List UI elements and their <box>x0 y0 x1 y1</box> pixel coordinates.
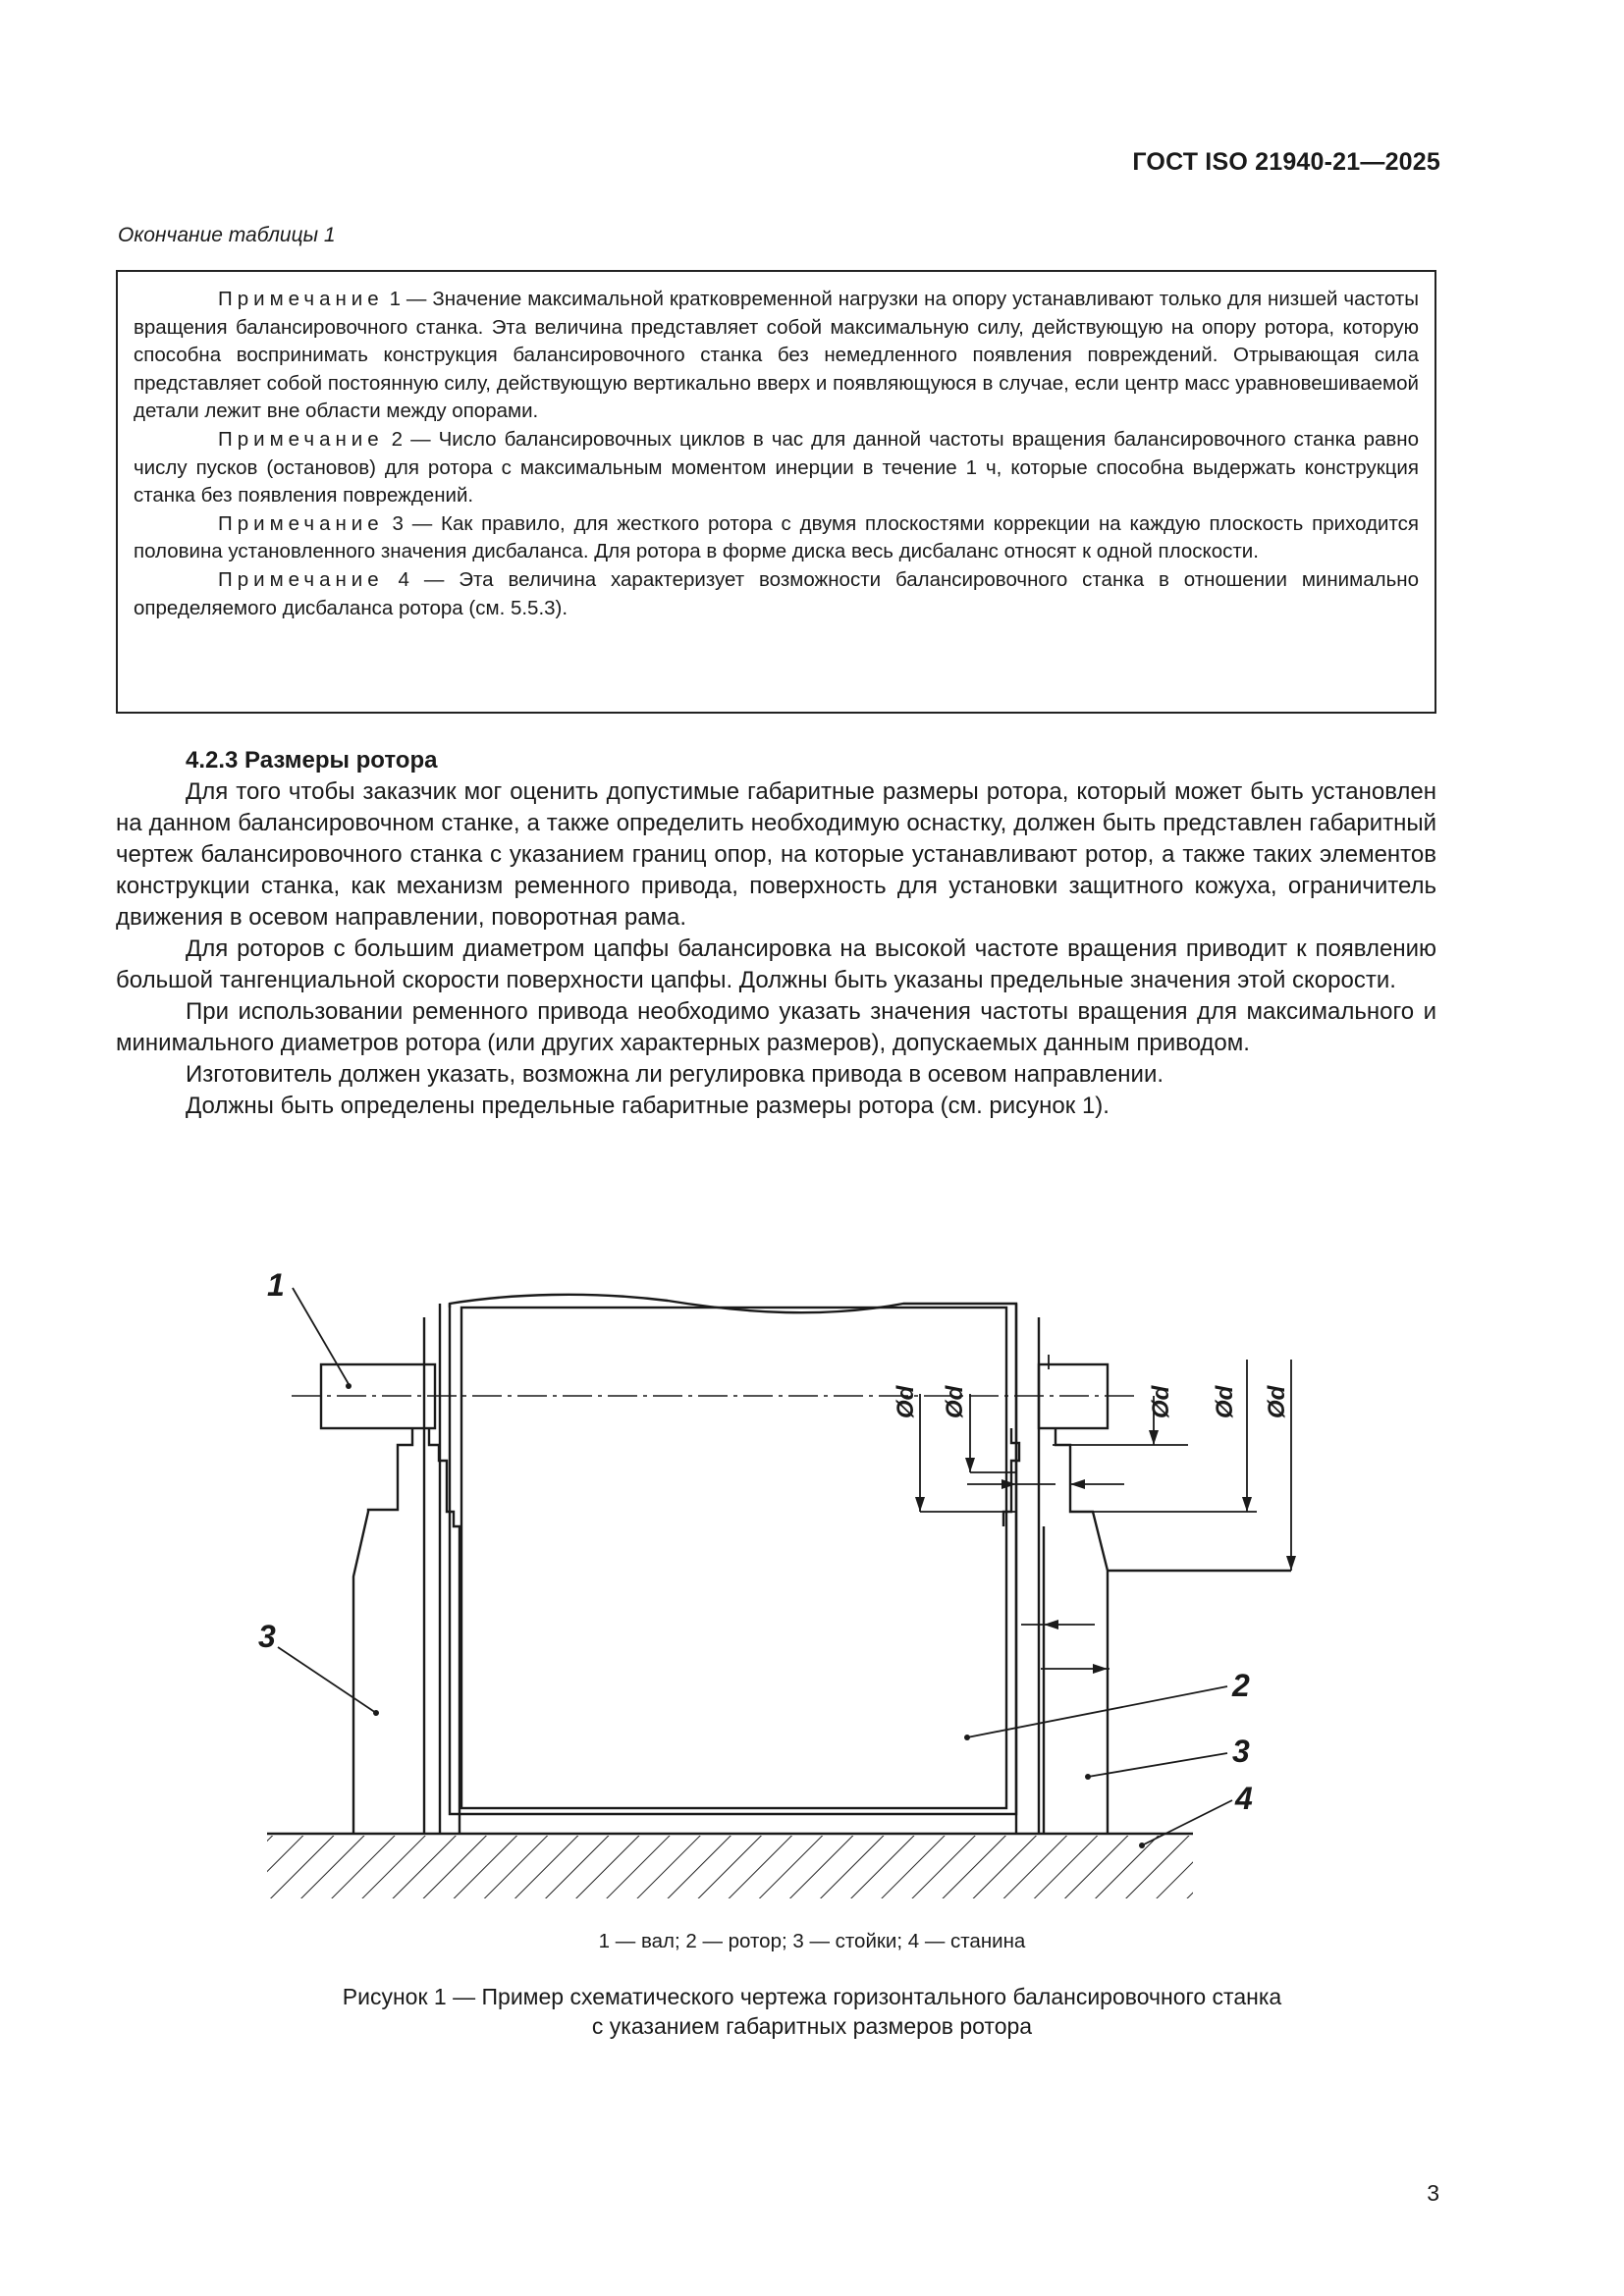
left-stand <box>353 1428 412 1834</box>
paragraph: Для роторов с большим диаметром цапфы балансировка на высокой частоте вращения приводит к появлению большой тангенциальной скорости поверхности цапфы. Должны быть указаны предельные значения этой скорости. <box>116 935 1436 993</box>
note-label: Примечание <box>218 567 384 591</box>
page-number: 3 <box>1427 2180 1439 2206</box>
notes-box <box>116 270 1436 714</box>
rotor-outline <box>450 1295 1016 1814</box>
figure-legend: 1 — вал; 2 — ротор; 3 — стойки; 4 — станина <box>598 1930 1026 1952</box>
label-rotor: 2 <box>1232 1668 1250 1703</box>
paragraph: Для того чтобы заказчик мог оценить допустимые габаритные размеры ротора, который может быть установлен на данном балансировочном станке, а также определить необходимую оснастку, должен быть представлен габаритный чертеж балансировочного станка с указанием границ опор, на которые устанавливают ротор, а также таких элементов конструкции станка, как механизм ременного привода, поверхность для установки защитного кожуха, ограничитель движения в осевом направлении, поворотная рама. <box>116 778 1436 931</box>
dim-label: Ød <box>1148 1385 1174 1418</box>
label-stand-right: 3 <box>1232 1734 1250 1769</box>
note-1 <box>134 286 1419 426</box>
paragraph: При использовании ременного привода необходимо указать значения частоты вращения для максимального и минимального диаметров ротора (или других характерных размеров), допускаемых данным приводом. <box>116 998 1436 1056</box>
dim-label: Ød <box>942 1385 968 1418</box>
document-code: ГОСТ ISO 21940-21—2025 <box>1132 148 1440 176</box>
note-4 <box>134 566 1419 622</box>
dim-label: Ød <box>893 1385 919 1418</box>
base-hatching <box>267 1836 1193 1898</box>
note-text: 2 — Число балансировочных циклов в час для данной частоты вращения балансировочного станка равно числу пусков (остановов) для ротора с максимальным моментом инерции в течение 1 ч, которые способна выдержать конструкция станка без появления повреждений. <box>134 427 1419 507</box>
figure-caption <box>0 1982 1624 2041</box>
dim-label: Ød <box>1212 1385 1238 1418</box>
paragraph: Должны быть определены предельные габаритные размеры ротора (см. рисунок 1). <box>186 1093 1110 1119</box>
note-label: Примечание <box>218 427 384 451</box>
label-shaft: 1 <box>267 1267 285 1303</box>
label-base: 4 <box>1235 1781 1253 1816</box>
table-continuation-label: Окончание таблицы 1 <box>118 224 336 246</box>
note-3 <box>134 510 1419 566</box>
dim-label: Ød <box>1264 1385 1290 1418</box>
right-stand <box>1056 1428 1108 1834</box>
note-label: Примечание <box>218 511 384 535</box>
note-text: 3 — Как правило, для жесткого ротора с двумя плоскостями коррекции на каждую плоскость приходится половина установленного значения дисбаланса. Для ротора в форме диска весь дисбаланс относят к одной плоскости. <box>134 511 1419 563</box>
note-2 <box>134 426 1419 510</box>
paragraph: Изготовитель должен указать, возможна ли регулировка привода в осевом направлении. <box>186 1061 1164 1088</box>
note-label: Примечание <box>218 288 384 310</box>
section-heading: 4.2.3 Размеры ротора <box>186 747 438 774</box>
label-stand-left: 3 <box>258 1619 276 1654</box>
rotor-inner <box>461 1308 1006 1808</box>
note-text: 4 — Эта величина характеризует возможности балансировочного станка в отношении минимально определяемого дисбаланса ротора (см. 5.5.3). <box>134 567 1419 619</box>
caption-line-1: Рисунок 1 — Пример схематического чертежа горизонтального балансировочного станка <box>342 1984 1282 2009</box>
section-rotor-dimensions <box>116 745 1436 1122</box>
balancing-machine-drawing <box>245 1256 1326 1914</box>
caption-line-2: с указанием габаритных размеров ротора <box>591 2013 1033 2039</box>
note-text: 1 — Значение максимальной кратковременной нагрузки на опору устанавливают только для низшей частоты вращения балансировочного станка. Эта величина представляет собой максимальную силу, действующую на опору ротора, которую способна воспринимать конструкция балансировочного станка без немедленного появления повреждений. Отрывающая сила представляет собой постоянную силу, действующую вертикально вверх и появляющуюся в случае, если центр масс уравновешиваемой детали лежит вне области между опорами. <box>134 288 1419 423</box>
